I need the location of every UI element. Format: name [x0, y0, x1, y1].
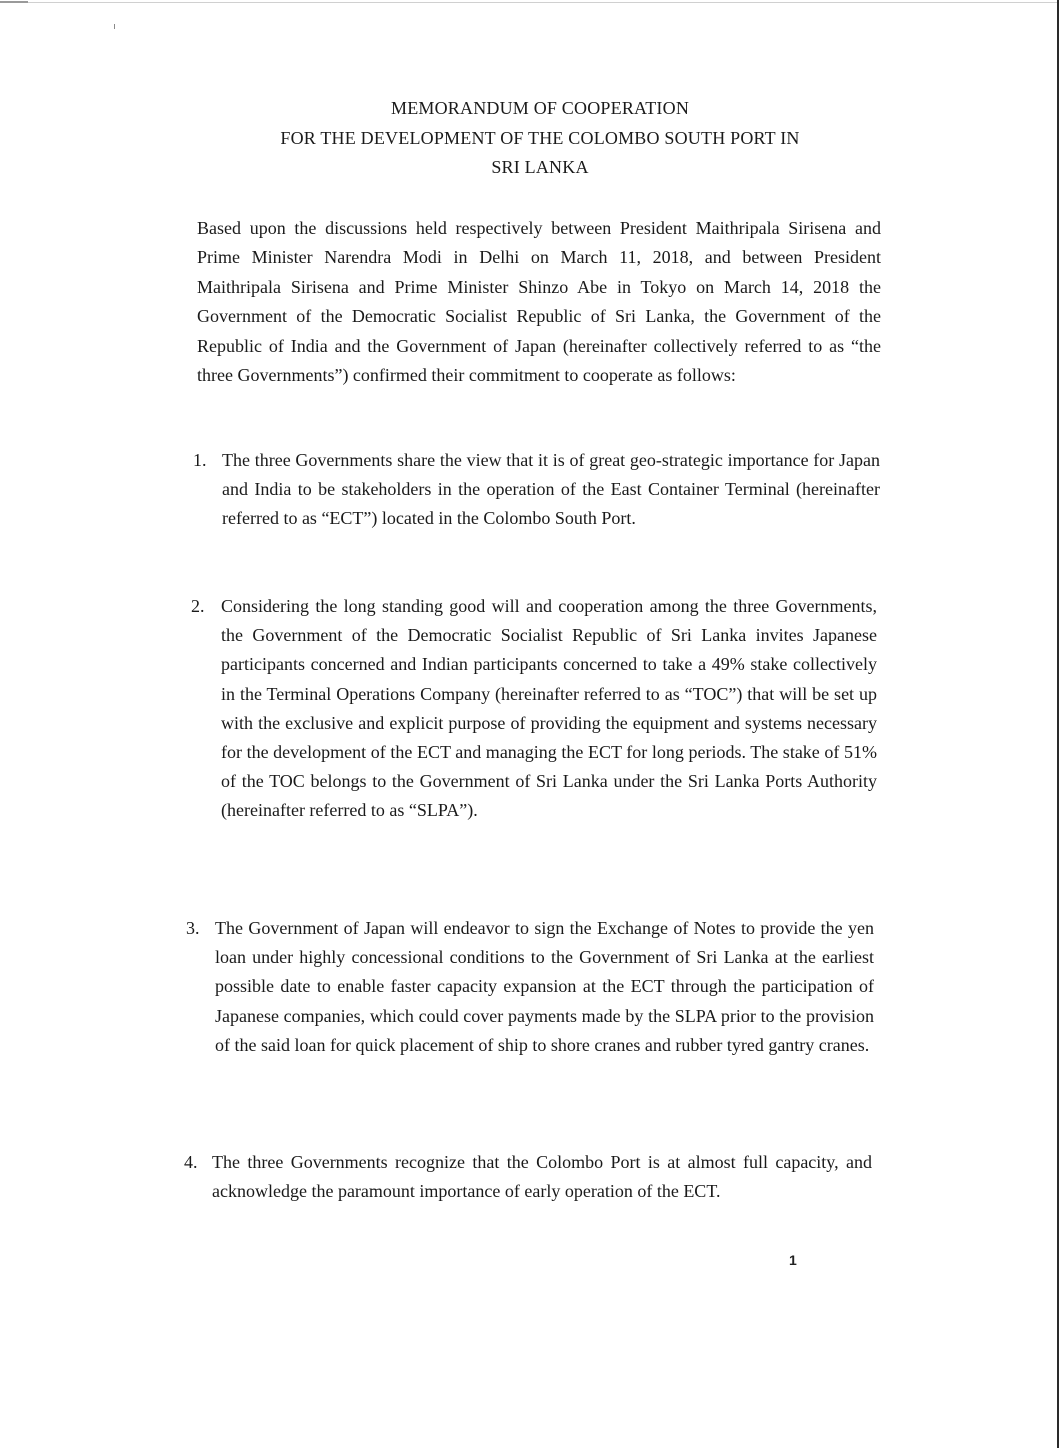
item-number: 2.	[191, 596, 205, 616]
intro-paragraph: Based upon the discussions held respectively between President Maithripala Sirisena and Prime Minister Narendra Modi in Delhi on March 11, 2018, and between President Maithripala Sirisena and Prime Minister Shinzo Abe in Tokyo on March 14, 2018 the Government of the Democratic Socialist Republic of Sri Lanka, the Government of the Republic of India and the Government of Japan (hereinafter collectively referred to as “the three Governments”) confirmed their commitment to cooperate as follows:	[197, 218, 881, 386]
item-number: 4.	[184, 1152, 198, 1172]
scan-speck	[114, 24, 115, 29]
page-number: 1	[789, 1252, 797, 1268]
item-number: 3.	[186, 918, 200, 938]
item-text: Considering the long standing good will and cooperation among the three Governments, the Government of the Democratic Socialist Republic of Sri Lanka invites Japanese participants concerned and Indian participants concerned to take a 49% stake collectively in the Terminal Operations Company (hereinafter referred to as “TOC”) that will be set up with the exclusive and explicit purpose of providing the equipment and systems necessary for the development of the ECT and managing the ECT for long periods. The stake of 51% of the TOC belongs to the Government of Sri Lanka under the Sri Lanka Ports Authority (hereinafter referred to as “SLPA”).	[221, 596, 877, 821]
scan-mark-top-left	[0, 1, 28, 3]
scan-edge-right	[1057, 0, 1059, 1448]
item-text: The three Governments share the view that it is of great geo-strategic importance for Japan and India to be stakeholders in the operation of the East Container Terminal (hereinafter referred to as “ECT”) located in the Colombo South Port.	[222, 450, 880, 529]
title-line-3: SRI LANKA	[491, 157, 589, 177]
document-title	[0, 94, 1064, 183]
scan-edge-top	[0, 2, 1058, 3]
title-line-1: MEMORANDUM OF COOPERATION	[390, 98, 690, 118]
item-number: 1.	[193, 450, 207, 470]
item-text: The three Governments recognize that the Colombo Port is at almost full capacity, and acknowledge the paramount importance of early operation of the ECT.	[212, 1152, 872, 1202]
title-line-2: FOR THE DEVELOPMENT OF THE COLOMBO SOUTH PORT IN	[280, 127, 800, 148]
item-text: The Government of Japan will endeavor to sign the Exchange of Notes to provide the yen loan under highly concessional conditions to the Government of Sri Lanka at the earliest possible date to enable faster capacity expansion at the ECT through the participation of Japanese companies, which could cover payments made by the SLPA prior to the provision of the said loan for quick placement of ship to shore cranes and rubber tyred gantry cranes.	[215, 918, 874, 1055]
